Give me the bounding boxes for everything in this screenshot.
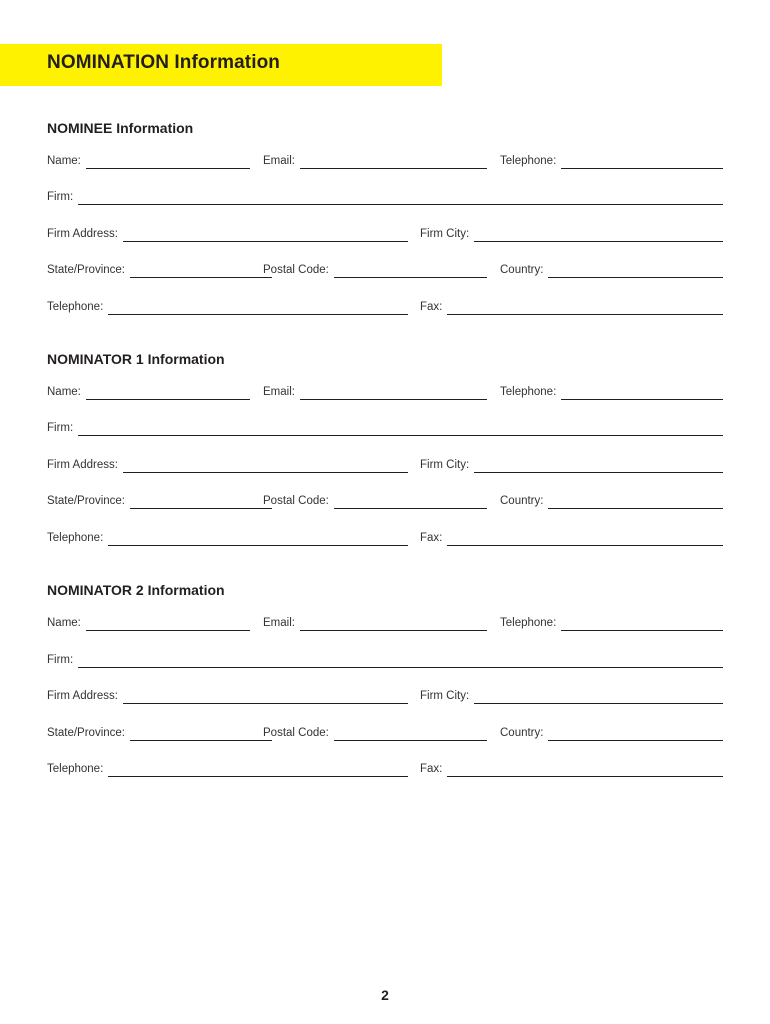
nominator1-telephone2-field — [47, 530, 408, 546]
nominee-firm-city-input[interactable] — [474, 227, 723, 242]
nominee-telephone2-field — [47, 299, 408, 315]
nominator2-name-field — [47, 615, 250, 631]
nominee-telephone-field — [500, 153, 723, 169]
nominator1-name-field — [47, 384, 250, 400]
nominee-fax-input[interactable] — [447, 300, 723, 315]
nominee-state-field — [47, 262, 250, 278]
nominator1-postal-code-input[interactable] — [334, 494, 487, 509]
nominee-firm-address-field — [47, 226, 408, 242]
field-label: Country: — [500, 264, 544, 276]
nominee-telephone2-input[interactable] — [108, 300, 408, 315]
page-number: 2 — [381, 987, 389, 1003]
field-label: Email: — [263, 386, 295, 398]
nominator2-country-field — [500, 725, 723, 741]
field-label: Telephone: — [500, 386, 557, 398]
nominator1-country-field — [500, 493, 723, 509]
nominator1-country-input[interactable] — [548, 494, 723, 509]
nominator2-fax-field — [420, 761, 723, 777]
nominee-firm-city-field — [420, 226, 723, 242]
field-label: Telephone: — [47, 763, 104, 775]
nominator2-telephone2-input[interactable] — [108, 762, 408, 777]
field-label: Fax: — [420, 301, 443, 313]
nominator1-telephone-field — [500, 384, 723, 400]
nominator2-firm-city-field — [420, 688, 723, 704]
nominator1-fax-input[interactable] — [447, 531, 723, 546]
nominator1-name-input[interactable] — [86, 385, 250, 400]
nominator1-state-field — [47, 493, 250, 509]
nominator1-telephone-input[interactable] — [561, 385, 723, 400]
nominator2-firm-address-field — [47, 688, 408, 704]
field-label: Name: — [47, 386, 81, 398]
nominee-firm-input[interactable] — [78, 190, 723, 205]
field-label: Name: — [47, 617, 81, 629]
nominator2-telephone-field — [500, 615, 723, 631]
nominator1-fax-field — [420, 530, 723, 546]
field-label: Country: — [500, 495, 544, 507]
field-label: Firm: — [47, 422, 74, 434]
nominator2-telephone-input[interactable] — [561, 616, 723, 631]
field-label: Firm City: — [420, 228, 470, 240]
section-title-nominator-2: NOMINATOR 2 Information — [47, 582, 225, 598]
nominator2-postal-code-field — [263, 725, 487, 741]
nominee-fax-field — [420, 299, 723, 315]
field-label: State/Province: — [47, 727, 125, 739]
nominator2-firm-field — [47, 652, 723, 668]
field-label: Telephone: — [500, 155, 557, 167]
field-label: Firm Address: — [47, 459, 118, 471]
nominee-email-input[interactable] — [300, 154, 487, 169]
nominator2-postal-code-input[interactable] — [334, 726, 487, 741]
nominator2-email-field — [263, 615, 487, 631]
nominator2-state-input[interactable] — [130, 726, 272, 741]
field-label: State/Province: — [47, 264, 125, 276]
field-label: Fax: — [420, 763, 443, 775]
nominator2-state-field — [47, 725, 250, 741]
page-title: NOMINATION Information — [47, 52, 280, 73]
nominator1-telephone2-input[interactable] — [108, 531, 408, 546]
nominator2-name-input[interactable] — [86, 616, 250, 631]
nominee-state-input[interactable] — [130, 263, 272, 278]
field-label: Firm City: — [420, 690, 470, 702]
nominee-name-input[interactable] — [86, 154, 250, 169]
nominator1-firm-city-input[interactable] — [474, 458, 723, 473]
field-label: Postal Code: — [263, 264, 329, 276]
nominator2-firm-address-input[interactable] — [123, 689, 408, 704]
nominator1-postal-code-field — [263, 493, 487, 509]
nominator2-firm-input[interactable] — [78, 653, 723, 668]
field-label: Firm City: — [420, 459, 470, 471]
field-label: Name: — [47, 155, 81, 167]
field-label: State/Province: — [47, 495, 125, 507]
nominator2-fax-input[interactable] — [447, 762, 723, 777]
field-label: Fax: — [420, 532, 443, 544]
nominator2-email-input[interactable] — [300, 616, 487, 631]
field-label: Email: — [263, 155, 295, 167]
nominee-email-field — [263, 153, 487, 169]
nominee-telephone-input[interactable] — [561, 154, 723, 169]
nominee-country-field — [500, 262, 723, 278]
nominator2-country-input[interactable] — [548, 726, 723, 741]
nominee-name-field — [47, 153, 250, 169]
field-label: Postal Code: — [263, 495, 329, 507]
section-title-nominator-1: NOMINATOR 1 Information — [47, 351, 225, 367]
field-label: Postal Code: — [263, 727, 329, 739]
nominator2-firm-city-input[interactable] — [474, 689, 723, 704]
nominee-firm-address-input[interactable] — [123, 227, 408, 242]
nominator1-firm-address-field — [47, 457, 408, 473]
field-label: Firm Address: — [47, 690, 118, 702]
nominator2-telephone2-field — [47, 761, 408, 777]
field-label: Telephone: — [47, 301, 104, 313]
nominator1-firm-city-field — [420, 457, 723, 473]
nominator1-firm-field — [47, 420, 723, 436]
field-label: Firm: — [47, 654, 74, 666]
nominee-postal-code-input[interactable] — [334, 263, 487, 278]
field-label: Firm Address: — [47, 228, 118, 240]
section-title-nominee: NOMINEE Information — [47, 120, 194, 136]
nominee-country-input[interactable] — [548, 263, 723, 278]
nominator1-email-field — [263, 384, 487, 400]
field-label: Email: — [263, 617, 295, 629]
nominee-postal-code-field — [263, 262, 487, 278]
nominee-firm-field — [47, 189, 723, 205]
field-label: Firm: — [47, 191, 74, 203]
nominator1-email-input[interactable] — [300, 385, 487, 400]
nominator1-firm-address-input[interactable] — [123, 458, 408, 473]
field-label: Country: — [500, 727, 544, 739]
nominator1-firm-input[interactable] — [78, 421, 723, 436]
field-label: Telephone: — [47, 532, 104, 544]
nominator1-state-input[interactable] — [130, 494, 272, 509]
field-label: Telephone: — [500, 617, 557, 629]
